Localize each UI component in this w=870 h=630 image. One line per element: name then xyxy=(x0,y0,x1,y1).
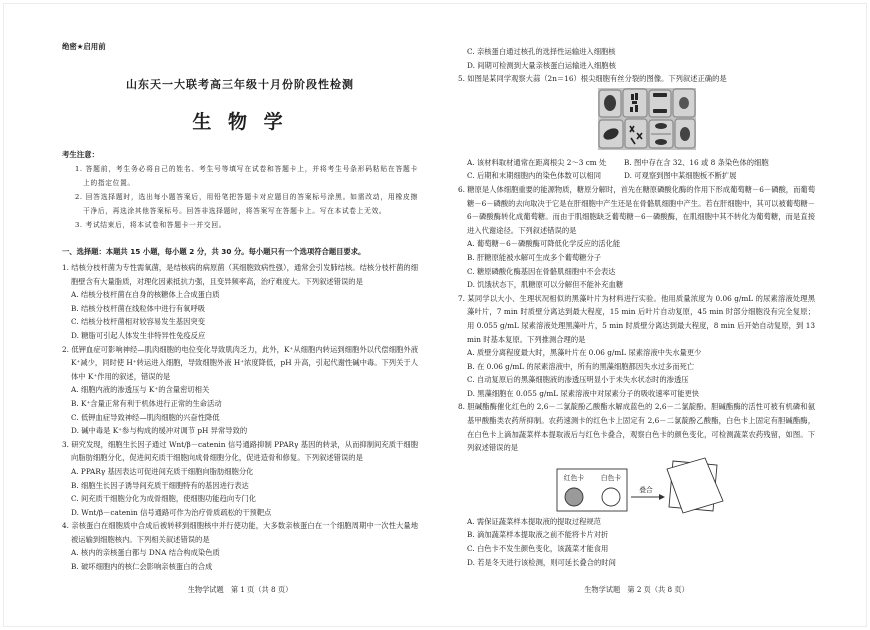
question-4-continued xyxy=(458,45,815,72)
chromosome xyxy=(632,101,637,104)
option-c: C. 糖原磷酸化酶基因在骨骼肌细胞中不会表达 xyxy=(467,266,616,276)
exam-page-1 xyxy=(62,0,418,630)
chromosome xyxy=(653,93,667,97)
option-b: B. 细胞生长因子诱导间充质干细胞特有的基因进行表达 xyxy=(71,480,249,490)
chromosome xyxy=(653,109,667,113)
option-c: C. 白色卡不发生颜色变化，该蔬菜才能食用 xyxy=(467,544,609,554)
question-4 xyxy=(62,519,418,573)
chromosome xyxy=(635,93,638,100)
option-a: A. 该材料取材通常在距离根尖 2～3 cm 处 xyxy=(467,157,607,167)
nucleus xyxy=(655,123,667,129)
option-c: C. 自动复原后的黑藻细胞液的渗透压明显小于未失水状态时的渗透压 xyxy=(467,375,689,385)
option-a: A. 细胞内液的渗透压与 K⁺的含量密切相关 xyxy=(71,385,210,395)
option-b: B. 破坏细胞内的核仁会影响亲核蛋白的合成 xyxy=(71,562,213,572)
nucleus xyxy=(679,97,689,109)
pesticide-test-card-diagram xyxy=(555,455,735,515)
question-8 xyxy=(458,400,815,569)
option-d: D. 糖脂可引起人体发生非特异性免疫反应 xyxy=(71,330,206,340)
option-c: C. 后期和末期细胞内的染色体数可以相同 xyxy=(467,171,602,181)
question-flow xyxy=(62,261,418,574)
white-card-circle xyxy=(602,488,620,506)
option-d: D. 若是冬天进行该检测，则可延长叠合的时间 xyxy=(467,557,616,567)
question-stem: 1. 结核分枝杆菌为专性需氧菌，是结核病的病原菌（其细胞致病性强），通常会引发肺结核。结核分枝杆菌的细胞壁含有大量脂质，对理化因素抵抗力强，且变异频率高，治疗难度大。下列叙述错误的是 xyxy=(62,263,418,286)
overlap-label: 叠合 xyxy=(639,485,653,494)
candidate-notice-list xyxy=(62,162,418,232)
question-stem: 7. 某同学以大小、生理状况相似的黑藻叶片为材料进行实验。他用质量浓度为 0.06 g/mL 的尿素溶液处理黑藻叶片，7 min 时质壁分离达到最大程度，15 min 后叶片自动复原，45 min 时部分细胞没有完全复原；用 0.055 g/mL 尿素溶液处理黑藻叶片，5 min 时质壁分离达到最大程度，8 min 后开始自动复原，到 13 min 时基本复原。下列推测合理的是 xyxy=(458,293,815,344)
question-stem: 6. 糖原是人体细胞重要的能源物质，糖原分解时，首先在糖原磷酸化酶的作用下形成葡萄糖－6－磷酸，而葡萄糖－6－磷酸的去向取决于它是在肝细胞中产生还是在骨骼肌细胞中产生。若在肝细胞中，其可以被葡萄糖－6－磷酸酶转化成葡萄糖。而由于肌细胞缺乏葡萄糖－6－磷酸酶，在肌细胞中其不转化为葡萄糖，而是直接进入代谢途径。下列叙述错误的是 xyxy=(458,184,815,235)
option-c: C. 低钾血症导致神经—肌肉细胞的兴奋性降低 xyxy=(71,412,220,422)
exam-page-2 xyxy=(458,0,815,630)
option-d: D. Wnt/β－catenin 信号通路可作为治疗骨质疏松的干预靶点 xyxy=(71,507,272,517)
nucleus xyxy=(655,139,667,145)
option-a: A. 需保证蔬菜样本提取液的提取过程规范 xyxy=(467,516,601,526)
question-stem: 5. 如图是某同学观察大蒜（2n＝16）根尖细胞有丝分裂的图像。下列叙述正确的是 xyxy=(458,74,727,84)
question-5 xyxy=(458,72,815,183)
figure-q5 xyxy=(458,86,815,156)
question-1 xyxy=(62,261,418,343)
option-a: A. 结核分枝杆菌在自身的核糖体上合成蛋白质 xyxy=(71,290,220,300)
chromosome xyxy=(635,105,638,112)
option-b: B. 在 0.06 g/mL 的尿素溶液中，所有的黑藻细胞都因失水过多而死亡 xyxy=(467,361,695,371)
question-6 xyxy=(458,183,815,292)
option-a: A. PPARγ 基因表达可促进间充质干细胞向脂肪细胞分化 xyxy=(71,466,254,476)
option-a: A. 葡萄糖－6－磷酸酶可降低化学反应的活化能 xyxy=(467,239,621,249)
red-card-label: 红色卡 xyxy=(563,473,585,482)
notice-item: 1. 答题前，考生务必将自己的姓名、考生号等填写在试卷和答题卡上，并将考生号条形码粘贴在答题卡上的指定位置。 xyxy=(75,165,418,187)
option-b: B. K⁺含量正常有利于机体进行正常的生命活动 xyxy=(71,398,222,408)
option-a: A. 核内的亲核蛋白都与 DNA 结合构成染色质 xyxy=(71,548,220,558)
option-a: A. 质壁分离程度最大时，黑藻叶片在 0.06 g/mL 尿素溶液中失水量更少 xyxy=(467,348,702,358)
option-b: B. 图中存在含 32、16 或 8 条染色体的细胞 xyxy=(624,157,769,167)
option-b: B. 结核分枝杆菌在线粒体中进行有氧呼吸 xyxy=(71,303,206,313)
red-card-circle xyxy=(565,488,583,506)
option-d: D. 可观察到图中某细胞板不断扩展 xyxy=(624,171,737,181)
option-d: D. 碱中毒是 K⁺参与构成的缓冲对调节 pH 异常导致的 xyxy=(71,426,248,436)
question-flow xyxy=(458,45,815,569)
question-7 xyxy=(458,292,815,401)
subject-title: 生 物 学 xyxy=(192,111,288,133)
section-heading: 一、选择题：本题共 15 小题，每小题 2 分，共 30 分。每小题只有一个选项符合题目要求。 xyxy=(62,247,366,256)
notice-heading: 考生注意： xyxy=(62,150,99,159)
page-footer: 生物学试题 第 1 页（共 8 页） xyxy=(187,585,293,594)
question-stem: 4. 亲核蛋白在细胞质中合成后被转移到细胞核中并行使功能，大多数亲核蛋白在一个细胞周期中一次性大量地被运输到细胞核内。下列相关叙述错误的是 xyxy=(62,521,418,544)
option-d: D. 饥饿状态下，肌糖原可以分解但不能补充血糖 xyxy=(467,280,624,290)
question-stem: 2. 低钾血症可影响神经—肌肉细胞的电位变化导致肌肉乏力，此外，K⁺从细胞内转运到细胞外以代偿细胞外液 K⁺减少，同时使 H⁺转运进入细胞，导致细胞外液 H⁺浓度降低，pH 升高，引起代谢性碱中毒。下列关于人体中 K⁺作用的叙述，错误的是 xyxy=(62,344,418,381)
chromosome xyxy=(630,107,633,112)
mitosis-micrograph xyxy=(598,88,696,150)
page-footer: 生物学试题 第 2 页（共 8 页） xyxy=(584,585,689,594)
question-stem: 3. 研究发现，细胞生长因子通过 Wnt/β－catenin 信号通路抑制 PPARγ 基因的转录，从而抑制间充质干细胞向脂肪细胞分化，促进间充质干细胞向成骨细胞分化，促进造骨和修复。下列叙述错误的是 xyxy=(62,439,418,463)
notice-item: 2. 回答选择题时，选出每小题答案后，用铅笔把答题卡对应题目的答案标号涂黑。如需改动，用橡皮擦干净后，再选涂其他答案标号。回答非选择题时，将答案写在答题卡上。写在本试卷上无效。 xyxy=(75,193,418,215)
options-grid xyxy=(458,156,815,183)
figure-q8 xyxy=(458,455,815,515)
option-c: C. 亲核蛋白通过核孔的选择性运输进入细胞核 xyxy=(467,47,616,56)
option-d: D. 黑藻细胞在 0.055 g/mL 尿素溶液中对尿素分子的吸收速率可能更快 xyxy=(467,388,700,398)
cell xyxy=(625,119,647,148)
nucleus xyxy=(604,95,616,111)
exam-title: 山东天一大联考高三年级十月份阶段性检测 xyxy=(126,78,354,91)
chromosome xyxy=(631,94,634,100)
option-c: C. 间充质干细胞分化为成骨细胞，使细胞功能趋向专门化 xyxy=(71,494,257,504)
question-stem: 8. 胆碱酯酶催化红色的 2,6－二氯靛酚乙酸酯水解成蓝色的 2,6－二氯靛酚。胆碱酯酶的活性可被有机磷和氨基甲酸酯类农药所抑制。农药速测卡的红色卡上固定有 2,6－二氯靛酚乙酸酯，白色卡上固定有胆碱酯酶，在白色卡上滴加蔬菜样本提取液后与红色卡叠合，观察白色卡的颜色变化，可检测蔬菜农药残留，如图。下列叙述错误的是 xyxy=(458,402,815,453)
confidential-mark: 绝密★启用前 xyxy=(62,42,106,51)
question-3 xyxy=(62,438,418,520)
notice-item: 3. 考试结束后，将本试卷和答题卡一并交回。 xyxy=(75,221,226,229)
option-b: B. 肝糖原能被水解可生成多个葡萄糖分子 xyxy=(467,252,602,262)
option-c: C. 结核分枝杆菌相对较容易发生基因突变 xyxy=(71,317,206,327)
option-b: B. 滴加蔬菜样本提取液之前不能将卡片对折 xyxy=(467,530,609,540)
arrow-head-icon xyxy=(659,494,665,500)
white-card-label: 白色卡 xyxy=(600,473,622,482)
option-d: D. 间期可检测到大量亲核蛋白运输进入细胞核 xyxy=(467,60,616,70)
question-2 xyxy=(62,343,418,438)
nucleus xyxy=(680,127,690,141)
